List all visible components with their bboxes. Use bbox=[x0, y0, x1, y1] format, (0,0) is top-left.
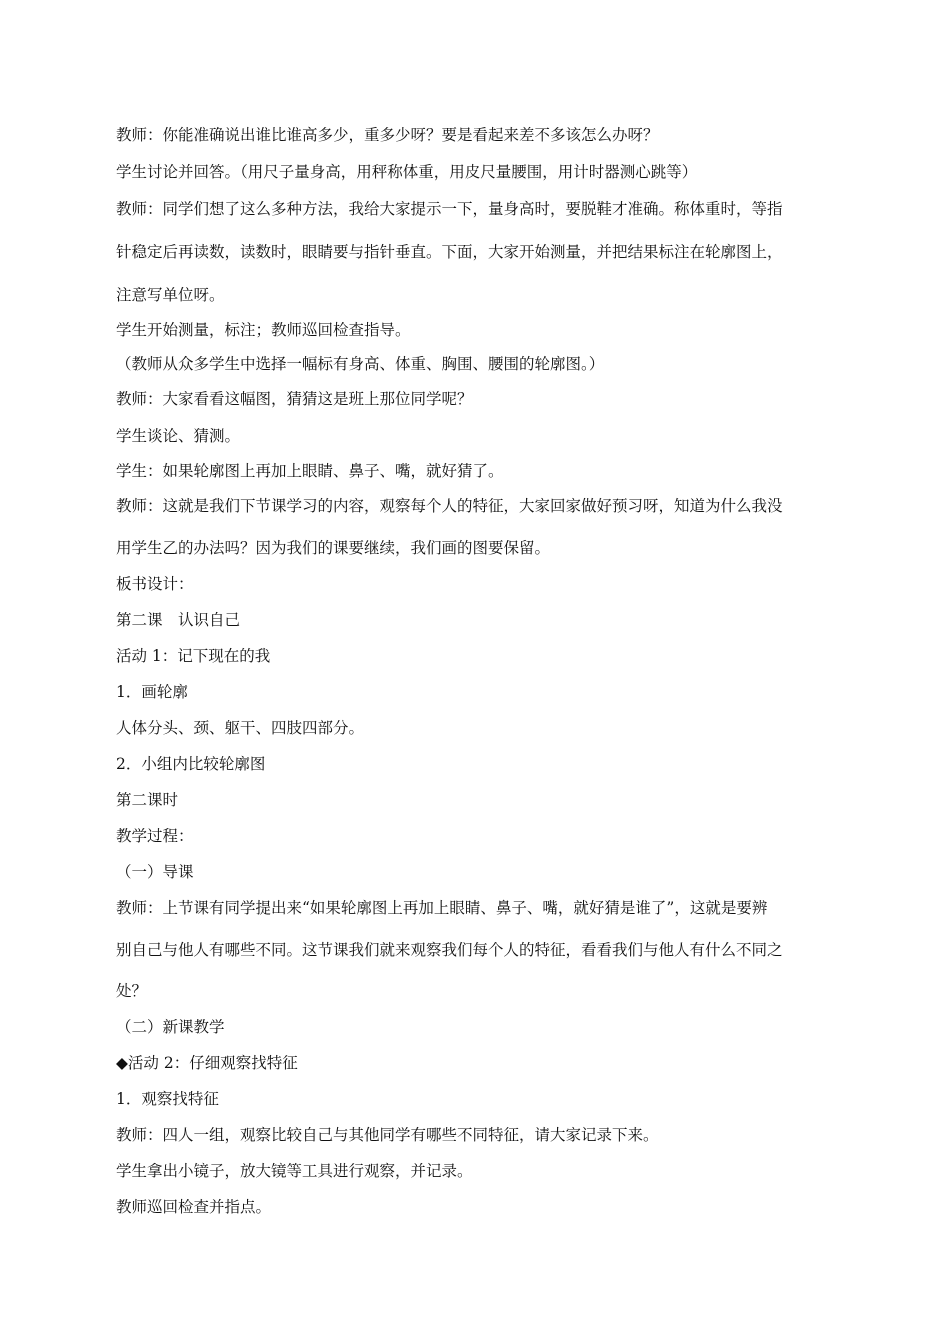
subsection-heading: （一）导课 bbox=[116, 863, 194, 881]
activity-heading: ◆活动 2：仔细观察找特征 bbox=[116, 1054, 298, 1072]
paragraph-line: 学生谈论、猜测。 bbox=[116, 427, 241, 445]
paragraph-line: 学生：如果轮廓图上再加上眼睛、鼻子、嘴，就好猜了。 bbox=[116, 462, 504, 480]
paragraph-line: （教师从众多学生中选择一幅标有身高、体重、胸围、腰围的轮廓图。） bbox=[116, 355, 605, 373]
paragraph-line: 教师：这就是我们下节课学习的内容，观察每个人的特征，大家回家做好预习呀，知道为什么我没 bbox=[116, 497, 783, 515]
paragraph-line: 学生拿出小镜子，放大镜等工具进行观察，并记录。 bbox=[116, 1162, 473, 1180]
activity-heading: 活动 1：记下现在的我 bbox=[116, 647, 271, 665]
paragraph-line: 学生开始测量，标注；教师巡回检查指导。 bbox=[116, 321, 411, 339]
paragraph-line: 教师：你能准确说出谁比谁高多少，重多少呀？要是看起来差不多该怎么办呀？ bbox=[116, 126, 659, 144]
section-heading: 教学过程： bbox=[116, 827, 194, 845]
paragraph-line: 教师巡回检查并指点。 bbox=[116, 1198, 272, 1216]
paragraph-line: 教师：大家看看这幅图，猜猜这是班上那位同学呢？ bbox=[116, 390, 473, 408]
paragraph-line: 人体分头、颈、躯干、四肢四部分。 bbox=[116, 719, 365, 737]
paragraph-line: 注意写单位呀。 bbox=[116, 286, 225, 304]
list-item: 1．画轮廓 bbox=[116, 683, 188, 701]
section-heading: 第二课时 bbox=[116, 791, 179, 809]
paragraph-line: 用学生乙的办法吗？因为我们的课要继续，我们画的图要保留。 bbox=[116, 539, 551, 557]
paragraph-line: 针稳定后再读数，读数时，眼睛要与指针垂直。下面，大家开始测量，并把结果标注在轮廓图上， bbox=[116, 243, 783, 261]
paragraph-line: 学生讨论并回答。（用尺子量身高，用秤称体重，用皮尺量腰围，用计时器测心跳等） bbox=[116, 163, 698, 181]
paragraph-line: 教师：上节课有同学提出来“如果轮廓图上再加上眼睛、鼻子、嘴，就好猜是谁了”，这就是要辨 bbox=[116, 899, 768, 917]
section-heading: 板书设计： bbox=[116, 575, 194, 593]
list-item: 1．观察找特征 bbox=[116, 1090, 219, 1108]
paragraph-line: 教师：同学们想了这么多种方法，我给大家提示一下，量身高时，要脱鞋才准确。称体重时，等指 bbox=[116, 200, 783, 218]
lesson-title: 第二课 认识自己 bbox=[116, 611, 241, 629]
subsection-heading: （二）新课教学 bbox=[116, 1018, 225, 1036]
paragraph-line: 教师：四人一组，观察比较自己与其他同学有哪些不同特征，请大家记录下来。 bbox=[116, 1126, 659, 1144]
list-item: 2．小组内比较轮廓图 bbox=[116, 755, 266, 773]
paragraph-line: 处？ bbox=[116, 982, 148, 1000]
paragraph-line: 别自己与他人有哪些不同。这节课我们就来观察我们每个人的特征，看看我们与他人有什么不同之 bbox=[116, 941, 783, 959]
